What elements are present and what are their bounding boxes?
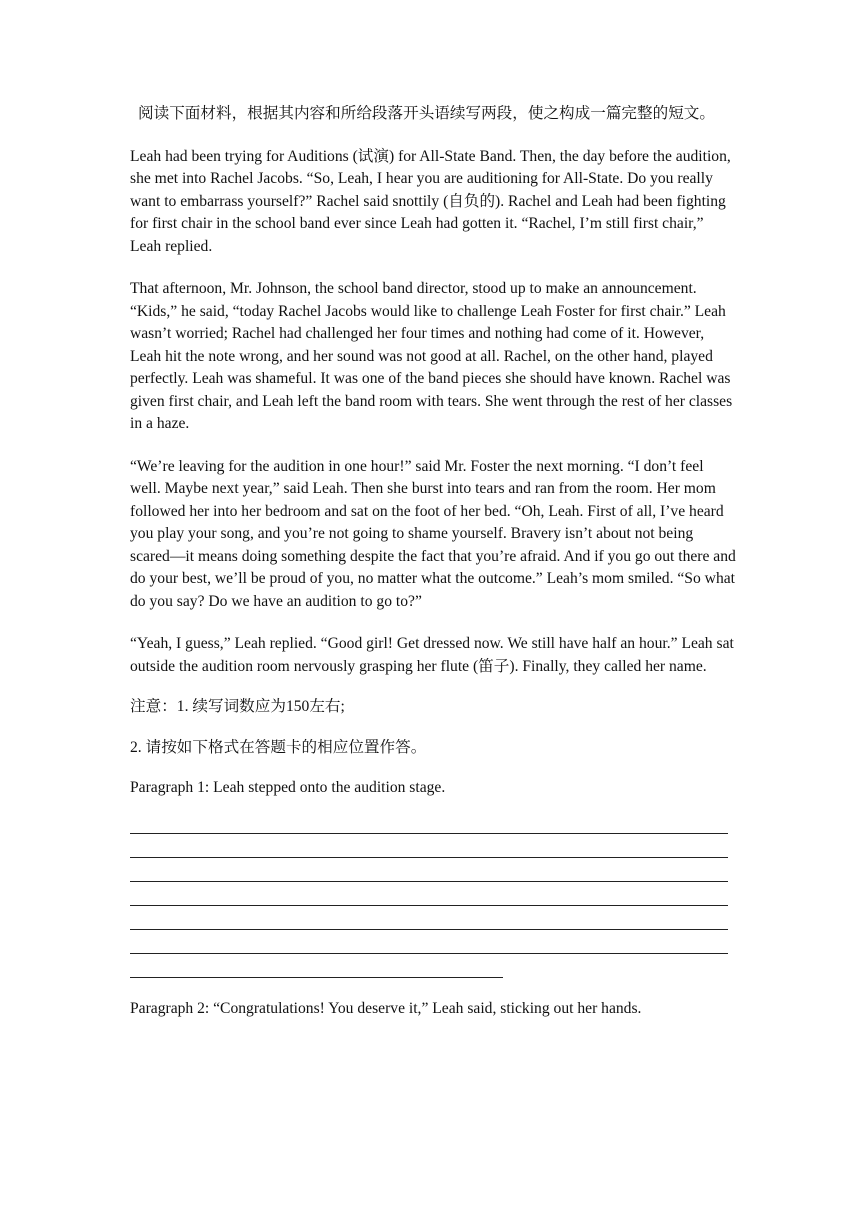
answer-line-last[interactable] <box>130 954 503 978</box>
answer-line[interactable] <box>130 810 728 834</box>
note-word-count: 注意：1. 续写词数应为150左右; <box>130 698 345 715</box>
task-instruction: 阅读下面材料，根据其内容和所给段落开头语续写两段，使之构成一篇完整的短文。 <box>138 105 715 122</box>
story-paragraph-4: “Yeah, I guess,” Leah replied. “Good girl! Get dressed now. We still have half an hour.” Leah sat outside the audition room nervously grasping her flute (笛子). Finally, they called her name. <box>130 635 734 675</box>
story-paragraph-1: Leah had been trying for Auditions (试演) for All-State Band. Then, the day before the audition, she met into Rachel Jacobs. “So, Leah, I hear you are auditioning for All-State. Do you really want to embarrass yourself?” Rachel said snottily (自负的). Rachel and Leah had been fighting for first chair in the school band ever since Leah had gotten it. “Rachel, I’m still first chair,” Leah replied. <box>130 147 731 255</box>
answer-line[interactable] <box>130 858 728 882</box>
answer-lines-paragraph-1[interactable] <box>130 810 736 978</box>
note-answer-format: 2. 请按如下格式在答题卡的相应位置作答。 <box>130 738 427 756</box>
story-paragraph-2: That afternoon, Mr. Johnson, the school band director, stood up to make an announcement. “Kids,” he said, “today Rachel Jacobs would like to challenge Leah Foster for first chair.” Leah wasn’t worried; Rachel had challenged her four times and nothing had come of it. However, Leah hit the note wrong, and her sound was not good at all. Rachel, on the other hand, played perfectly. Leah was shameful. It was one of the band pieces she should have known. Rachel was given first chair, and Leah left the band room with tears. She went through the rest of her classes in a haze. <box>130 280 733 432</box>
worksheet-page <box>130 103 736 1020</box>
answer-line[interactable] <box>130 882 728 906</box>
answer-line[interactable] <box>130 834 728 858</box>
answer-line[interactable] <box>130 906 728 930</box>
paragraph-1-prompt: Paragraph 1: Leah stepped onto the audition stage. <box>130 779 446 796</box>
story-paragraph-3: “We’re leaving for the audition in one hour!” said Mr. Foster the next morning. “I don’t feel well. Maybe next year,” said Leah. Then she burst into tears and ran from the room. Her mom followed her into her bedroom and sat on the foot of her bed. “Oh, Leah. First of all, I’ve heard you play your song, and you’re not going to shame yourself. Bravery isn’t about not being scared—it means doing something despite the fact that you’re afraid. And if you go out there and do your best, we’ll be proud of you, no matter what the outcome.” Leah’s mom smiled. “So what do you say? Do we have an audition to go to?” <box>130 457 736 610</box>
answer-line[interactable] <box>130 930 728 954</box>
paragraph-2-prompt: Paragraph 2: “Congratulations! You deserve it,” Leah said, sticking out her hands. <box>130 999 642 1017</box>
